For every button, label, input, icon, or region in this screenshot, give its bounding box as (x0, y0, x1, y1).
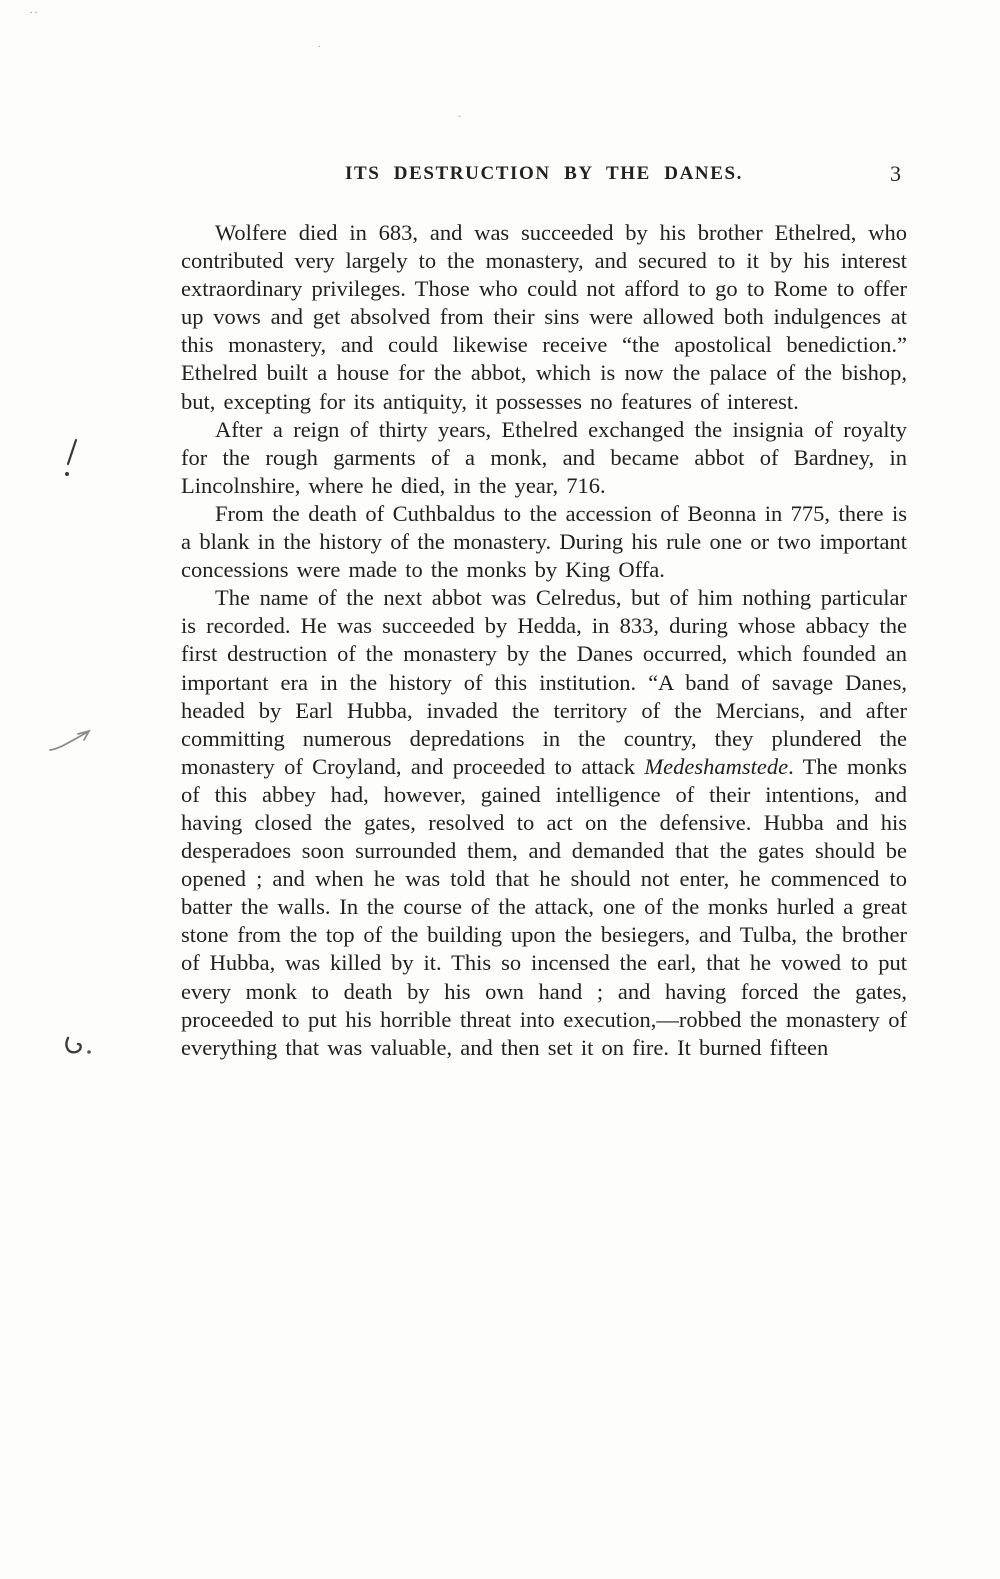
text-segment: . The monks of this abbey had, however, gained intelligence of their intentions, and having closed the gates, resolved to act on the defensive. Hubba and his desperadoes soon surrounded them, and demanded that the gates should be opened ; and when he was told that he should not enter, he commenced to batter the walls. In the course of the attack, one of the monks hurled a great stone from the top of the building upon the besiegers, and Tulba, the brother of Hubba, was killed by it. This so incensed the earl, that he vowed to put every monk to death by his own hand ; and having forced the gates, proceeded to put his horrible threat into execution,—robbed the monastery of everything that was valuable, and then set it on fire. It burned fifteen (181, 753, 907, 1060)
paragraph (181, 416, 907, 500)
scan-speck: . (318, 38, 321, 50)
handwritten-exclamation-icon (60, 438, 82, 480)
running-header (181, 163, 907, 193)
italic-text: Medeshamstede (644, 753, 789, 779)
scan-speck: .. (30, 4, 40, 16)
text-segment: Wolfere died in 683, and was succeeded by his brother Ethelred, who contributed very largely to the monastery, and secured to it by his interest extraordinary privileges. Those who could not afford to go to Rome to offer up vows and get absolved from their sins were allowed both indulgences at this monastery, and could likewise receive “the apostolical benediction.” Ethelred built a house for the abbot, which is now the palace of the bishop, but, excepting for its antiquity, it possesses no features of interest. (181, 220, 907, 414)
page-body (181, 219, 907, 1062)
text-segment: From the death of Cuthbaldus to the accession of Beonna in 775, there is a blank in the history of the monastery. During his rule one or two important concessions were made to the monks by King Offa. (181, 500, 907, 583)
text-segment: The name of the next abbot was Celredus, but of him nothing particular is recorded. He was succeeded by Hedda, in 833, during whose abbacy the first destruction of the monastery by the Danes occurred, which founded an important era in the history of this institution. “A band of savage Danes, headed by Earl Hubba, invaded the territory of the Mercians, and after committing numerous depredations in the country, they plundered the monastery of Croyland, and proceeded to attack (181, 585, 907, 779)
text-segment: After a reign of thirty years, Ethelred exchanged the insignia of royalty for the rough garments of a monk, and became abbot of Bardney, in Lincolnshire, where he died, in the year, 716. (181, 416, 907, 498)
running-title: ITS DESTRUCTION BY THE DANES. (344, 163, 744, 184)
pencil-stroke-icon (48, 728, 92, 754)
scan-speck: . (458, 108, 461, 120)
paragraph (181, 500, 907, 584)
paragraph (181, 219, 907, 416)
page-number: 3 (890, 161, 901, 186)
paragraph (181, 584, 907, 1062)
handwritten-squiggle-icon (62, 1034, 96, 1060)
